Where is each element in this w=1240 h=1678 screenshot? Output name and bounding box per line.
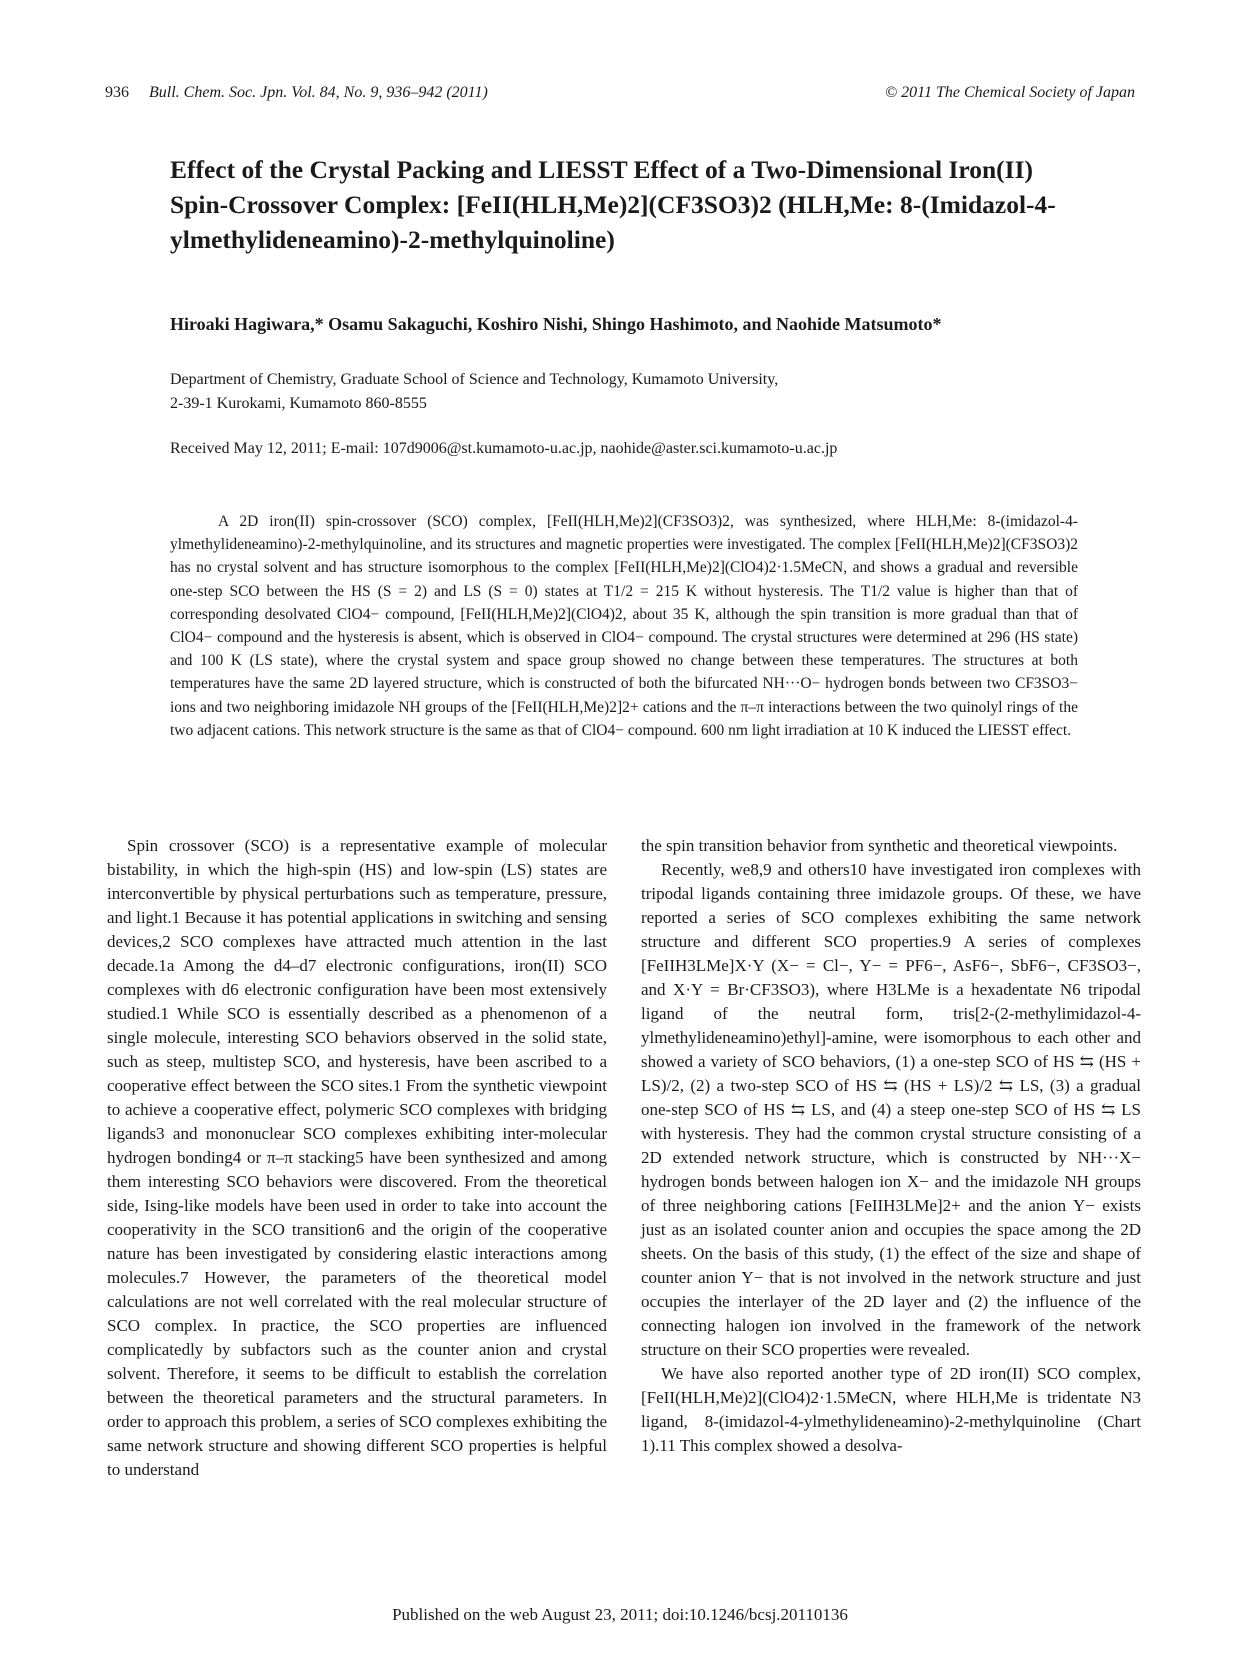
received-and-email: Received May 12, 2011; E-mail: 107d9006@st.kumamoto-u.ac.jp, naohide@aster.sci.kumamoto-u.ac.jp xyxy=(170,440,838,457)
affiliation xyxy=(170,368,1090,416)
body-column-right xyxy=(641,834,1141,1458)
journal-citation: Bull. Chem. Soc. Jpn. Vol. 84, No. 9, 936–942 (2011) xyxy=(149,84,488,101)
article-title: Effect of the Crystal Packing and LIESST Effect of a Two-Dimensional Iron(II) Spin-Crossover Complex: [FeII(HLH,Me)2](CF3SO3)2 (HLH,Me: 8-(Imidazol-4-ylmethylideneamino)-2-methylquinoline) xyxy=(170,155,1056,254)
copyright-notice: © 2011 The Chemical Society of Japan xyxy=(884,84,1135,101)
body-paragraph: Recently, we8,9 and others10 have investigated iron complexes with tripodal ligands containing three imidazole groups. Of these, we have reported a series of SCO complexes exhibiting the same network structure and different SCO properties.9 A series of complexes [FeIIH3LMe]X·Y (X− = Cl−, Y− = PF6−, AsF6−, SbF6−, CF3SO3−, and X·Y = Br·CF3SO3), where H3LMe is a hexadentate N6 tripodal ligand of the neutral form, tris[2-(2-methylimidazol-4-ylmethylideneamino)ethyl]-amine, were isomorphous to each other and showed a variety of SCO behaviors, (1) a one-step SCO of HS ⇆ (HS + LS)/2, (2) a two-step SCO of HS ⇆ (HS + LS)/2 ⇆ LS, (3) a gradual one-step SCO of HS ⇆ LS, and (4) a steep one-step SCO of HS ⇆ LS with hysteresis. They had the common crystal structure consisting of a 2D extended network structure, which is constructed by NH···X− hydrogen bonds between halogen ion X− and the imidazole NH groups of three neighboring cations [FeIIH3LMe]2+ and the anion Y− exists just as an isolated counter anion and occupies the space among the 2D sheets. On the basis of this study, (1) the effect of the size and shape of counter anion Y− that is not involved in the network structure and just occupies the interlayer of the 2D layer and (2) the influence of the connecting halogen ion involved in the framework of the network structure on their SCO properties were revealed. xyxy=(641,860,1141,1359)
body-paragraph: the spin transition behavior from synthetic and theoretical viewpoints. xyxy=(641,836,1118,855)
body-paragraph: We have also reported another type of 2D iron(II) SCO complex, [FeII(HLH,Me)2](ClO4)2·1.5MeCN, where HLH,Me is tridentate N3 ligand, 8-(imidazol-4-ylmethylideneamino)-2-methylquinoline (Chart 1).11 This complex showed a desolva- xyxy=(641,1364,1141,1455)
affiliation-line: Department of Chemistry, Graduate School of Science and Technology, Kumamoto University, xyxy=(170,371,779,388)
page-number: 936 xyxy=(105,84,129,101)
running-header xyxy=(105,84,1135,102)
publication-footer: Published on the web August 23, 2011; doi:10.1246/bcsj.20110136 xyxy=(392,1605,848,1624)
abstract xyxy=(170,510,1078,742)
body-column-left xyxy=(107,834,607,1482)
abstract-text: A 2D iron(II) spin-crossover (SCO) complex, [FeII(HLH,Me)2](CF3SO3)2, was synthesized, where HLH,Me: 8-(imidazol-4-ylmethylideneamino)-2-methylquinoline, and its structures and magnetic properties were investigated. The complex [FeII(HLH,Me)2](CF3SO3)2 has no crystal solvent and has structure isomorphous to the complex [FeII(HLH,Me)2](ClO4)2·1.5MeCN, and shows a gradual and reversible one-step SCO between the HS (S = 2) and LS (S = 0) states at T1/2 = 215 K without hysteresis. The T1/2 value is higher than that of corresponding desolvated ClO4− compound, [FeII(HLH,Me)2](ClO4)2, about 35 K, although the spin transition is more gradual than that of ClO4− compound and the hysteresis is absent, which is observed in ClO4− compound. The crystal structures were determined at 296 (HS state) and 100 K (LS state), where the crystal system and space group showed no change between these temperatures. The structures at both temperatures have the same 2D layered structure, which is constructed of both the bifurcated NH···O− hydrogen bonds between two CF3SO3− ions and two neighboring imidazole NH groups of the [FeII(HLH,Me)2]2+ cations and the π–π interactions between the two quinolyl rings of the two adjacent cations. This network structure is the same as that of ClO4− compound. 600 nm light irradiation at 10 K induced the LIESST effect. xyxy=(170,513,1078,739)
affiliation-line: 2-39-1 Kurokami, Kumamoto 860-8555 xyxy=(170,395,427,412)
body-paragraph: Spin crossover (SCO) is a representative example of molecular bistability, in which the high-spin (HS) and low-spin (LS) states are interconvertible by physical perturbations such as temperature, pressure, and light.1 Because it has potential applications in switching and sensing devices,2 SCO complexes have attracted much attention in the last decade.1a Among the d4–d7 electronic configurations, iron(II) SCO complexes with d6 electronic configuration have been most extensively studied.1 While SCO is essentially described as a phenomenon of a single molecule, interesting SCO behaviors observed in the solid state, such as steep, multistep SCO, and hysteresis, have been ascribed to a cooperative effect between the SCO sites.1 From the synthetic viewpoint to achieve a cooperative effect, polymeric SCO complexes with bridging ligands3 and mononuclear SCO complexes exhibiting inter-molecular hydrogen bonding4 or π–π stacking5 have been synthesized and among them interesting SCO behaviors were discovered. From the theoretical side, Ising-like models have been used in order to take into account the cooperativity in the SCO transition6 and the origin of the cooperative nature has been investigated by considering elastic interactions among molecules.7 However, the parameters of the theoretical model calculations are not well correlated with the real molecular structure of SCO complex. In practice, the SCO properties are influenced complicatedly by subfactors such as the counter anion and crystal solvent. Therefore, it seems to be difficult to establish the correlation between the theoretical parameters and the structural parameters. In order to approach this problem, a series of SCO complexes exhibiting the same network structure and showing different SCO properties is helpful to understand xyxy=(107,836,607,1479)
author-list: Hiroaki Hagiwara,* Osamu Sakaguchi, Koshiro Nishi, Shingo Hashimoto, and Naohide Matsumoto* xyxy=(170,314,942,334)
